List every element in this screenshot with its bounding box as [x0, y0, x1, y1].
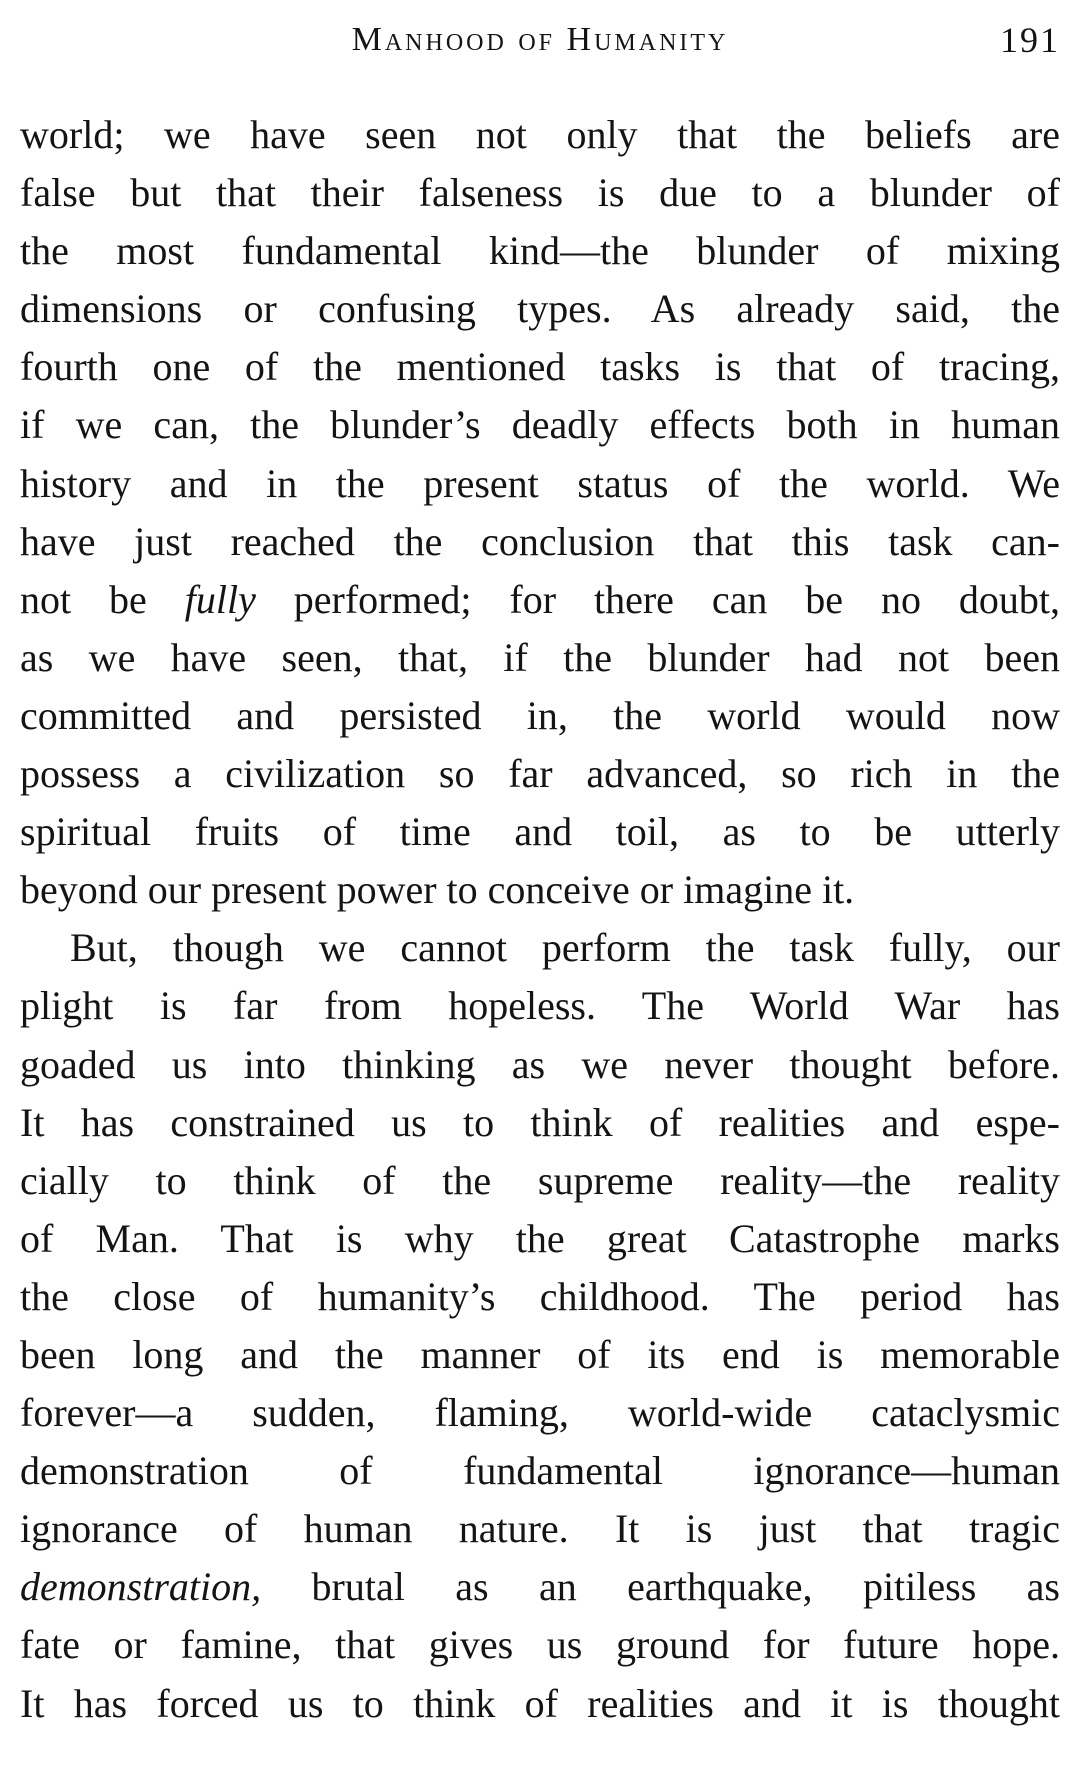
text-line [20, 1152, 1060, 1210]
text-line [20, 1210, 1060, 1268]
text-segment: demonstration of fundamental ignorance—human [20, 1448, 1060, 1494]
text-segment: But, though we cannot perform the task fully, our [70, 925, 1060, 971]
text-line [20, 1268, 1060, 1326]
text-line [20, 919, 1060, 977]
text-segment: brutal as an earthquake, pitiless as [261, 1564, 1060, 1610]
text-segment: It has constrained us to think of realities and espe- [20, 1099, 1060, 1145]
text-segment: dimensions or confusing types. As already said, the [20, 286, 1060, 332]
text-segment: forever—a sudden, flaming, world-wide cataclysmic [20, 1390, 1060, 1436]
text-line [20, 1094, 1060, 1152]
italic-text: fully [184, 576, 256, 622]
text-line [20, 1558, 1060, 1616]
text-segment: as we have seen, that, if the blunder had not been [20, 634, 1060, 680]
text-segment: goaded us into thinking as we never thought before. [20, 1041, 1060, 1087]
text-line [20, 745, 1060, 803]
text-line [20, 513, 1060, 571]
text-segment: history and in the present status of the world. We [20, 460, 1060, 506]
text-line [20, 803, 1060, 861]
text-line [20, 629, 1060, 687]
text-line [20, 280, 1060, 338]
text-segment: plight is far from hopeless. The World War has [20, 983, 1060, 1029]
text-line [20, 1442, 1060, 1500]
text-line [20, 1326, 1060, 1384]
text-segment: not be [20, 576, 185, 622]
italic-text: demonstration, [20, 1564, 262, 1610]
text-line [20, 571, 1060, 629]
text-line [20, 977, 1060, 1035]
text-segment: if we can, the blunder’s deadly effects both in human [20, 402, 1060, 448]
text-line [20, 106, 1060, 164]
text-line [20, 455, 1060, 513]
running-title: Manhood of Humanity [351, 21, 729, 58]
text-segment: cially to think of the supreme reality—the reality [20, 1157, 1060, 1203]
text-segment: It has forced us to think of realities and it is thought [20, 1680, 1060, 1726]
text-line [20, 396, 1060, 454]
body-text [20, 106, 1060, 1733]
text-line [20, 1675, 1060, 1733]
text-line [20, 861, 1060, 919]
page-number: 191 [1000, 20, 1060, 60]
text-segment: been long and the manner of its end is memorable [20, 1331, 1060, 1377]
text-segment: world; we have seen not only that the beliefs are [20, 112, 1060, 157]
text-segment: fourth one of the mentioned tasks is that of tracing, [20, 344, 1060, 390]
text-line [20, 687, 1060, 745]
text-segment: performed; for there can be no doubt, [255, 576, 1060, 622]
text-segment: ignorance of human nature. It is just that tragic [20, 1506, 1060, 1552]
text-segment: spiritual fruits of time and toil, as to be utterly [20, 809, 1060, 855]
text-line [20, 1384, 1060, 1442]
text-line [20, 338, 1060, 396]
text-segment: possess a civilization so far advanced, so rich in the [20, 751, 1060, 797]
paragraph [20, 106, 1060, 919]
text-segment: have just reached the conclusion that this task can- [20, 518, 1060, 564]
running-head [20, 14, 1060, 70]
paragraph [20, 919, 1060, 1732]
text-line [20, 164, 1060, 222]
text-segment: committed and persisted in, the world would now [20, 692, 1060, 738]
text-segment: of Man. That is why the great Catastrophe marks [20, 1215, 1060, 1261]
text-line [20, 1036, 1060, 1094]
text-segment: fate or famine, that gives us ground for future hope. [20, 1622, 1060, 1668]
text-segment: the most fundamental kind—the blunder of mixing [20, 228, 1060, 274]
text-segment: the close of humanity’s childhood. The period has [20, 1273, 1060, 1319]
text-line [20, 222, 1060, 280]
text-line [20, 1616, 1060, 1674]
text-segment: beyond our present power to conceive or imagine it. [20, 867, 855, 913]
text-line [20, 1500, 1060, 1558]
text-segment: false but that their falseness is due to a blunder of [20, 170, 1060, 216]
